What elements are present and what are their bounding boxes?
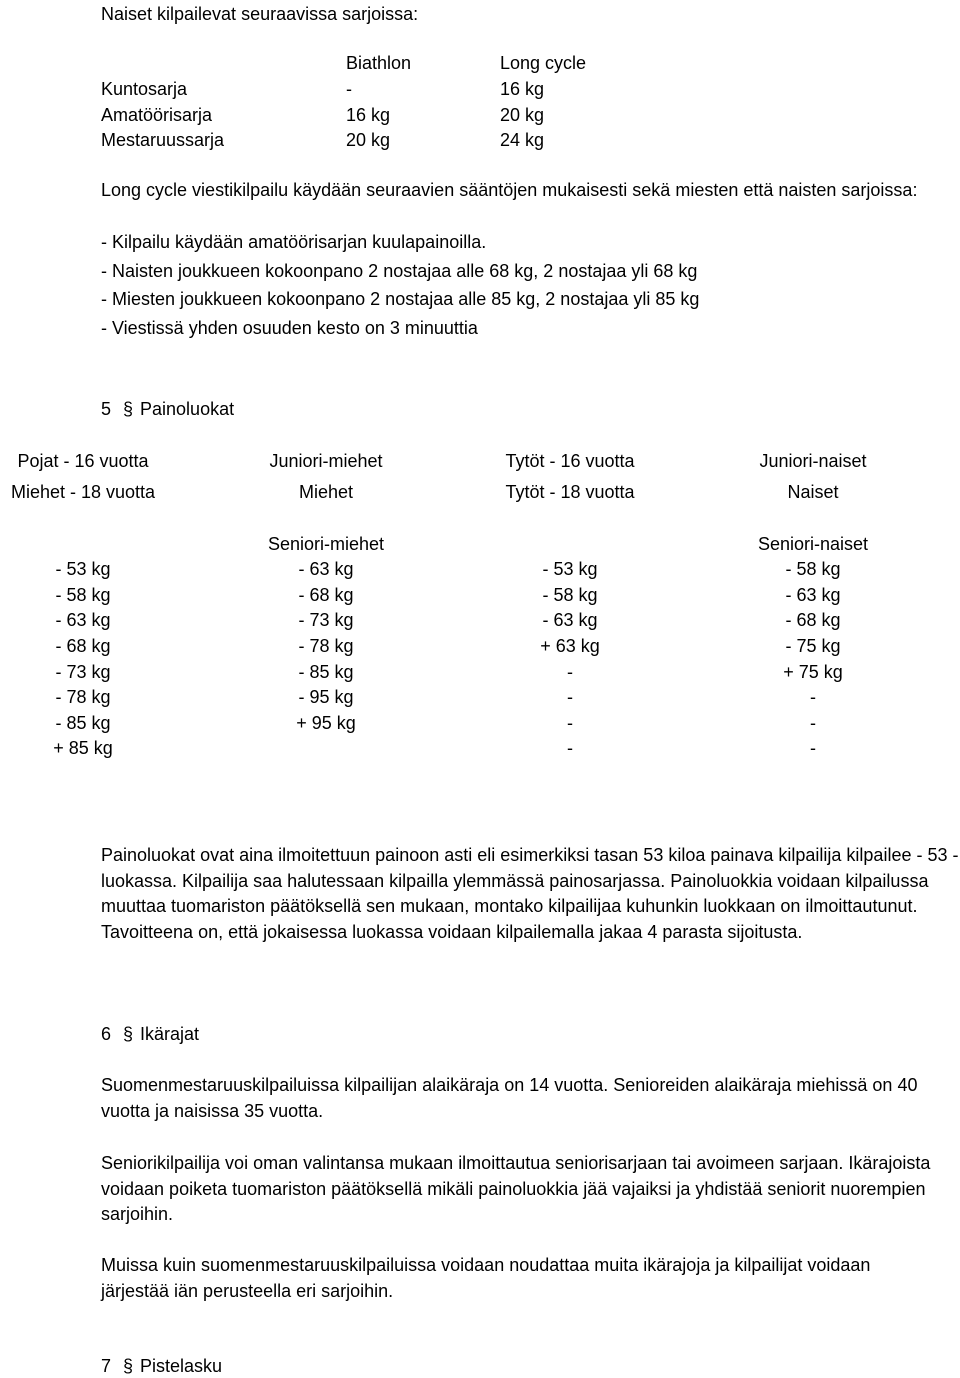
weight-class-cell: - 73 kg (55, 662, 111, 682)
relay-rule: - Viestissä yhden osuuden kesto on 3 minuuttia (101, 317, 478, 338)
weight-class-cell: - 68 kg (298, 585, 354, 605)
weight-class-cell: - 63 kg (785, 585, 841, 605)
column-header: Naiset (787, 482, 839, 502)
section-number: 5 (101, 399, 112, 419)
series-cell: 20 kg (346, 130, 391, 150)
weight-class-cell: - (810, 738, 816, 758)
series-cell: 16 kg (346, 105, 391, 125)
series-row-label: Kuntosarja (101, 79, 188, 99)
weight-class-cell: - 73 kg (298, 610, 354, 630)
relay-rules (101, 230, 951, 341)
section-title: Ikärajat (140, 1024, 200, 1044)
weight-class-cell: - 53 kg (542, 559, 598, 579)
section-heading-7 (101, 1355, 222, 1377)
column-header: Seniori-miehet (267, 534, 385, 554)
section-title: Pistelasku (140, 1356, 223, 1376)
weight-class-cell: - 63 kg (55, 610, 111, 630)
series-cell: - (346, 79, 352, 99)
weight-class-cell: - 63 kg (298, 559, 354, 579)
weight-class-cell: - 95 kg (298, 687, 354, 707)
series-col-biathlon: Biathlon (346, 53, 412, 73)
series-col-long-cycle: Long cycle (500, 53, 587, 73)
weight-class-cell: + 95 kg (296, 713, 356, 733)
weight-class-cell: - (567, 662, 573, 682)
weight-class-cell: - (810, 713, 816, 733)
column-header: Tytöt - 16 vuotta (505, 451, 635, 471)
weight-class-cell: - 85 kg (55, 713, 111, 733)
weight-class-cell: - 68 kg (55, 636, 111, 656)
column-header: Miehet - 18 vuotta (10, 482, 156, 502)
age-paragraph: Seniorikilpailija voi oman valintansa mukaan ilmoittautua seniorisarjaan tai avoimeen sarjaan. Ikärajoista voidaan poiketa tuomariston päätöksellä mikäli painoluokkia jää vajaiksi ja yhdistää seniorit nuorempien sarjoihin. (101, 1153, 931, 1224)
weight-class-cell: - 75 kg (785, 636, 841, 656)
weight-class-cell: - 53 kg (55, 559, 111, 579)
weight-class-cell: - (567, 687, 573, 707)
relay-rule: - Miesten joukkueen kokoonpano 2 nostajaa alle 85 kg, 2 nostajaa yli 85 kg (101, 289, 700, 309)
weight-class-cell: - 58 kg (542, 585, 598, 605)
weight-class-cell: - 78 kg (298, 636, 354, 656)
series-cell: 16 kg (500, 79, 545, 99)
column-header: Tytöt - 18 vuotta (505, 482, 635, 502)
column-header: Pojat - 16 vuotta (17, 451, 149, 471)
weight-class-cell: - (567, 738, 573, 758)
weight-class-cell: + 85 kg (53, 738, 113, 758)
section-number: 7 (101, 1356, 112, 1376)
weight-class-cell: - (567, 713, 573, 733)
column-header: Juniori-naiset (759, 451, 867, 471)
section-heading-5 (101, 398, 234, 420)
weight-class-cell: - 63 kg (542, 610, 598, 630)
column-header: Miehet (298, 482, 354, 502)
section-symbol: § (122, 1356, 133, 1376)
series-row-label: Mestaruussarja (101, 130, 225, 150)
weight-class-cell: - 58 kg (785, 559, 841, 579)
weight-class-paragraph: Painoluokat ovat aina ilmoitettuun painoon asti eli esimerkiksi tasan 53 kiloa painava kilpailija kilpailee - 53 -luokassa. Kilpailija saa halutessaan kilpailla ylemmässä painosarjassa. Painoluokkia voidaan kilpailussa muuttaa tuomariston päätöksellä sen mukaan, montako kilpailijaa kuhunkin luokkaan on ilmoittautunut. Tavoitteena on, että jokaisessa luokassa voidaan kilpailemalla jakaa 4 parasta sijoitusta. (101, 845, 959, 942)
section-symbol: § (122, 399, 133, 419)
weight-class-cell: + 63 kg (540, 636, 600, 656)
section-symbol: § (122, 1024, 133, 1044)
weight-class-cell: - 85 kg (298, 662, 354, 682)
series-cell: 24 kg (500, 130, 545, 150)
section-heading-6 (101, 1023, 199, 1045)
section-title: Painoluokat (140, 399, 235, 419)
relay-text: Long cycle viestikilpailu käydään seuraavien sääntöjen mukaisesti sekä miesten että naisten sarjoissa: (101, 180, 918, 200)
section-number: 6 (101, 1024, 112, 1044)
series-cell: 20 kg (500, 105, 545, 125)
weight-class-cell: + 75 kg (783, 662, 843, 682)
series-row-label: Amatöörisarja (101, 105, 213, 125)
relay-rule: - Naisten joukkueen kokoonpano 2 nostajaa alle 68 kg, 2 nostajaa yli 68 kg (101, 260, 698, 281)
relay-rule: - Kilpailu käydään amatöörisarjan kuulapainoilla. (101, 232, 487, 252)
weight-class-cell: - 68 kg (785, 610, 841, 630)
column-header: Seniori-naiset (757, 534, 869, 554)
weight-class-cell: - 78 kg (55, 687, 111, 707)
age-paragraph: Muissa kuin suomenmestaruuskilpailuissa voidaan noudattaa muita ikärajoja ja kilpailijat voidaan järjestää iän perusteella eri sarjoihin. (101, 1255, 871, 1301)
weight-class-cell: - 58 kg (55, 585, 111, 605)
weight-class-cell: - (810, 687, 816, 707)
column-header: Juniori-miehet (269, 451, 383, 471)
age-paragraph: Suomenmestaruuskilpailuissa kilpailijan alaikäraja on 14 vuotta. Senioreiden alaikäraja miehissä on 40 vuotta ja naisissa 35 vuotta. (101, 1075, 918, 1121)
intro-text: Naiset kilpailevat seuraavissa sarjoissa: (101, 4, 419, 24)
